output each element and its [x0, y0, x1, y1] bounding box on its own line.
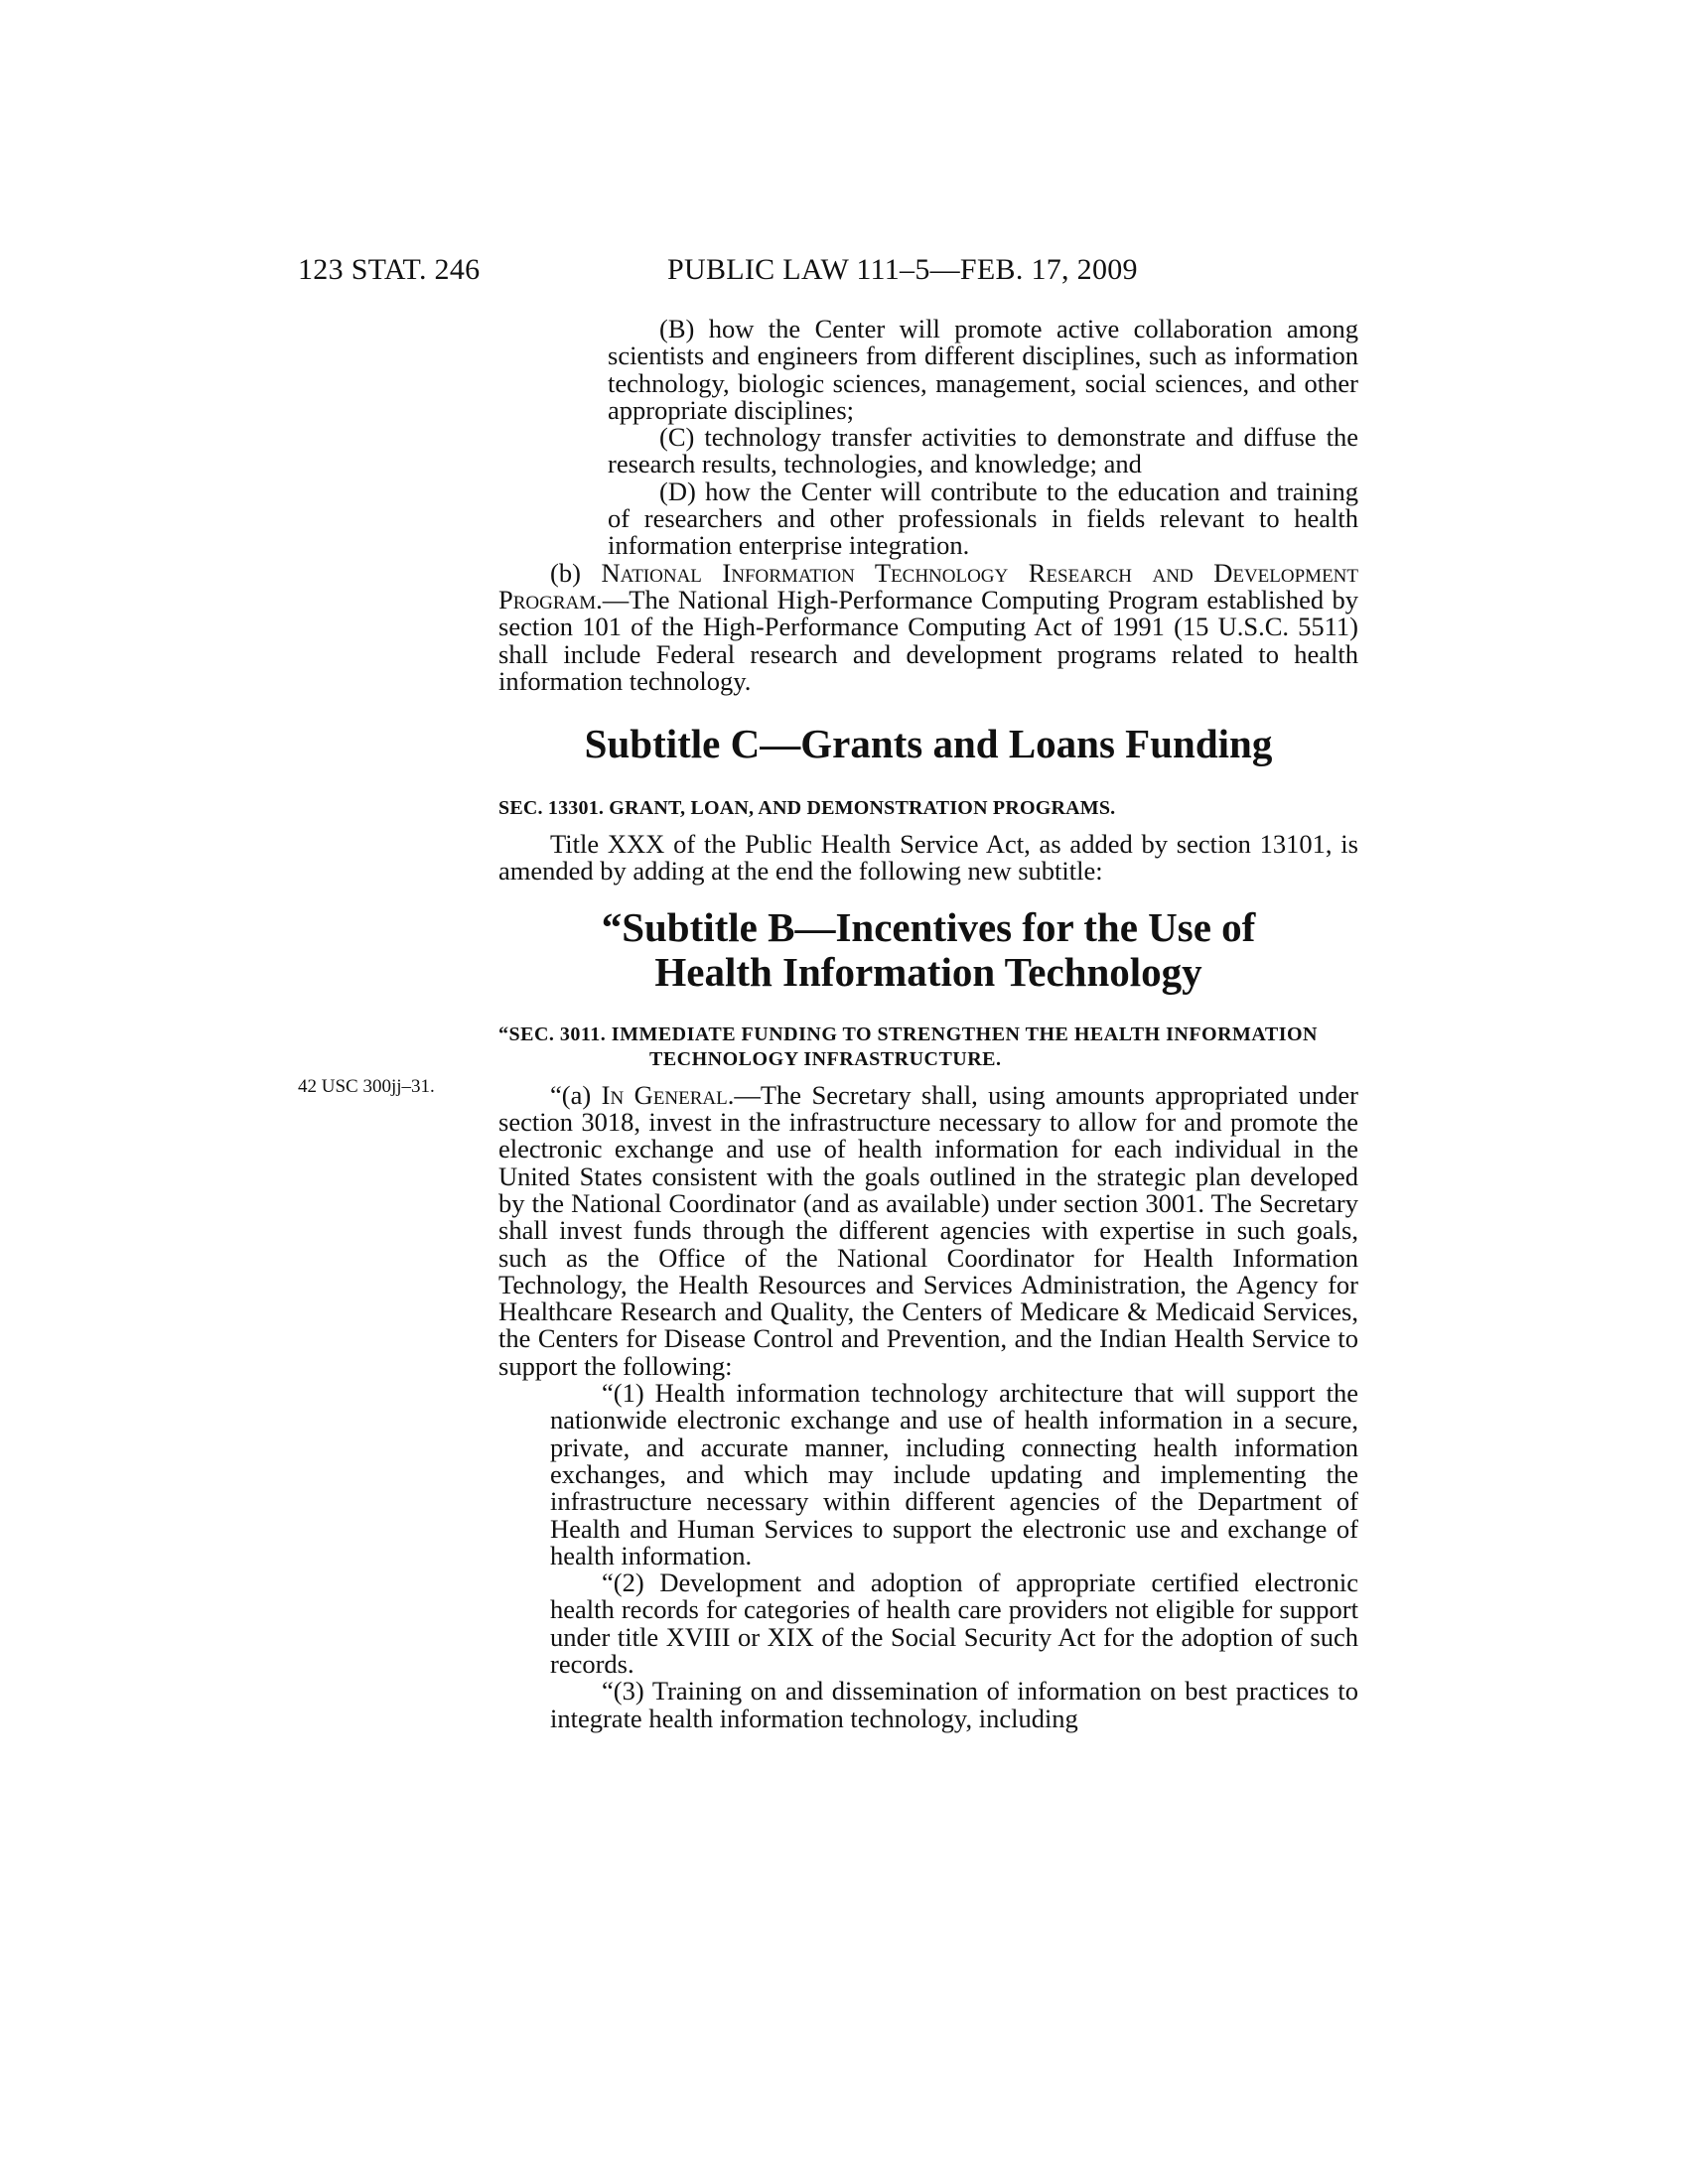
subsection-b-label: (b): [550, 557, 581, 588]
section-3011-heading: “SEC. 3011. IMMEDIATE FUNDING TO STRENGTHEN THE HEALTH INFORMATION TECHNOLOGY INFRASTRUCTURE.: [498, 1023, 1318, 1070]
stat-reference: 123 STAT. 246: [298, 253, 481, 286]
subtitle-b-heading-line1: “Subtitle B—Incentives for the Use of: [601, 903, 1256, 950]
subsection-a-heading: In General.: [601, 1079, 735, 1110]
subsection-a-text: —The Secretary shall, using amounts appropriated under section 3018, invest in the infrastructure necessary to allow for and promote the electronic exchange and use of health information for each individual in the United States consistent with the goals outlined in the strategic plan developed by the National Coordinator (and as available) under section 3001. The Secretary shall invest funds through the different agencies with expertise in such goals, such as the Office of the National Coordinator for Health Information Technology, the Health Resources and Services Administration, the Agency for Healthcare Research and Quality, the Centers of Medicare & Medicaid Services, the Centers for Disease Control and Prevention, and the Indian Health Service to support the following:: [498, 1079, 1358, 1381]
page-body: [498, 316, 1358, 1732]
usc-margin-note: 42 USC 300jj–31.: [298, 1076, 435, 1097]
subsection-a-in-general: [498, 1079, 1358, 1381]
paragraph-d-education: (D) how the Center will contribute to the education and training of researchers and other professionals in fields relevant to health information enterprise integration.: [608, 476, 1358, 561]
item-1-architecture: “(1) Health information technology architecture that will support the nationwide electronic exchange and use of health information in a secure, private, and accurate manner, including connecting health information exchanges, and which may include updating and implementing the infrastructure necessary within different agencies of the Department of Health and Human Services to support the electronic use and exchange of health information.: [550, 1378, 1358, 1570]
paragraph-c-technology-transfer: (C) technology transfer activities to demonstrate and diffuse the research results, technologies, and knowledge; and: [608, 422, 1358, 479]
item-3-training: “(3) Training on and dissemination of information on best practices to integrate health information technology, including: [550, 1676, 1358, 1733]
section-13301-heading: SEC. 13301. GRANT, LOAN, AND DEMONSTRATION PROGRAMS.: [498, 797, 1116, 820]
subtitle-b-heading-line2: Health Information Technology: [654, 948, 1202, 995]
subsection-b-heading: National Information Technology Research and Development Program.: [498, 557, 1359, 614]
subsection-a-label: “(a): [550, 1079, 592, 1110]
subsection-b-text: —The National High-Performance Computing Program established by section 101 of the High-Performance Computing Act of 1991 (15 U.S.C. 5511) shall include Federal research and development programs related to health information technology.: [498, 584, 1358, 696]
subtitle-b-heading: [498, 905, 1358, 995]
section-13301-intro: Title XXX of the Public Health Service Act, as added by section 13101, is amended by adding at the end the following new subtitle:: [498, 829, 1358, 887]
public-law-header: PUBLIC LAW 111–5—FEB. 17, 2009: [667, 253, 1138, 286]
paragraph-b-collaboration: (B) how the Center will promote active collaboration among scientists and engineers from different disciplines, such as information technology, biologic sciences, management, social sciences, and other appropriate disciplines;: [608, 314, 1358, 425]
subsection-b-research-program: [498, 557, 1359, 696]
item-2-electronic-records: “(2) Development and adoption of appropriate certified electronic health records for categories of health care providers not eligible for support under title XVIII or XIX of the Social Security Act for the adoption of such records.: [550, 1568, 1358, 1679]
subtitle-c-heading: Subtitle C—Grants and Loans Funding: [584, 721, 1273, 767]
